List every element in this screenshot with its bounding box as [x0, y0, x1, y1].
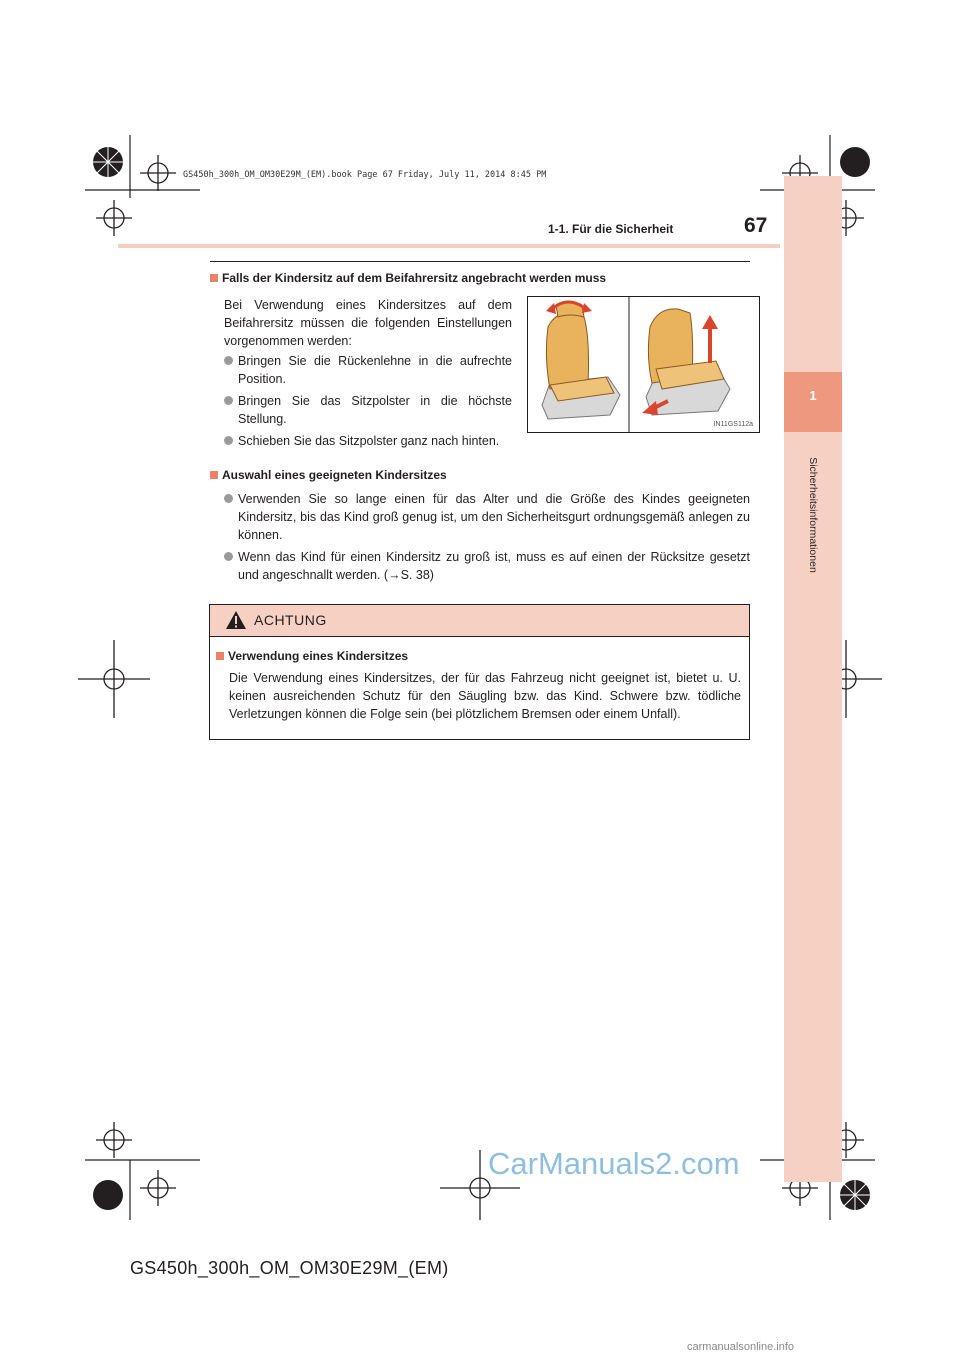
section-heading-passenger-seat: Falls der Kindersitz auf dem Beifahrersitz angebracht werden muss — [210, 271, 606, 285]
header-rule — [118, 244, 780, 248]
seat-adjustment-figure — [527, 296, 760, 433]
print-book-line: GS450h_300h_OM_OM30E29M_(EM).book Page 67 Friday, July 11, 2014 8:45 PM — [183, 170, 547, 180]
section-rule — [210, 261, 750, 262]
bullet-item: Bringen Sie das Sitzpolster in die höchste Stellung. — [238, 392, 512, 428]
chapter-title: 1-1. Für die Sicherheit — [548, 222, 674, 236]
bullet-item: Schieben Sie das Sitzpolster ganz nach hinten. — [238, 432, 512, 450]
warning-box — [209, 604, 750, 740]
watermark-carmanuals: CarManuals2.com — [488, 1146, 740, 1181]
chapter-side-label-wrap — [784, 440, 842, 590]
figure-code: IN11GS112a — [713, 421, 753, 428]
seat-illustration — [528, 297, 759, 432]
section-heading-child-seat-choice: Auswahl eines geeigneten Kindersitzes — [210, 468, 447, 482]
bullet-item: Wenn das Kind für einen Kindersitz zu groß ist, muss es auf einen der Rücksitze gesetzt und angeschnallt werden. (→S. 38) — [238, 548, 750, 584]
warning-triangle-icon — [225, 610, 247, 630]
section-square-icon — [210, 274, 218, 282]
intro-paragraph: Bei Verwendung eines Kindersitzes auf dem Beifahrersitz müssen die folgenden Einstellungen vorgenommen werden: — [224, 298, 512, 348]
chapter-number: 1 — [809, 388, 817, 403]
bullet-dot-icon — [224, 494, 233, 503]
bullet-dot-icon — [224, 396, 233, 405]
page-number: 67 — [744, 214, 768, 237]
section-square-icon — [216, 652, 224, 660]
warning-heading: Verwendung eines Kindersitzes — [216, 649, 408, 663]
chapter-side-label: Sicherheitsinformationen — [807, 457, 819, 573]
footer-code: GS450h_300h_OM_OM30E29M_(EM) — [130, 1258, 449, 1278]
bullet-dot-icon — [224, 552, 233, 561]
warning-header — [210, 605, 749, 637]
section-square-icon — [210, 471, 218, 479]
bullet-item: Bringen Sie die Rückenlehne in die aufrechte Position. — [238, 352, 512, 388]
watermark-carmanualsonline: carmanualsonline.info — [687, 1341, 795, 1353]
bullet-dot-icon — [224, 436, 233, 445]
warning-title: ACHTUNG — [254, 612, 327, 628]
warning-text: Die Verwendung eines Kindersitzes, der für das Fahrzeug nicht geeignet ist, bietet u. U. keinen ausreichenden Schutz für den Säugling bzw. das Kind. Schwere bzw. tödliche Verletzungen können die Folge sein (bei plötzlichem Bremsen oder einem Unfall). — [229, 671, 741, 721]
bullet-dot-icon — [224, 356, 233, 365]
chapter-side-band — [784, 176, 842, 1182]
bullet-item: Verwenden Sie so lange einen für das Alter und die Größe des Kindes geeigneten Kindersitz, bis das Kind groß genug ist, um den Sicherheitsgurt ordnungsgemäß anlegen zu können. — [238, 490, 750, 544]
